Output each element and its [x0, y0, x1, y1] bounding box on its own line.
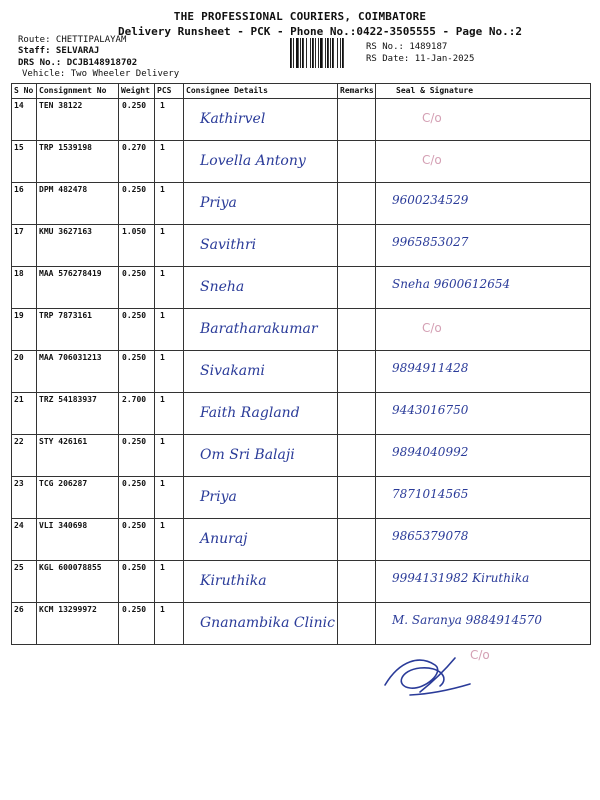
- company-name: THE PROFESSIONAL COURIERS, COIMBATORE: [173, 10, 427, 23]
- cell-signature: [376, 393, 591, 435]
- barcode-bar: [327, 38, 329, 68]
- cell-remarks: [338, 561, 376, 603]
- barcode-bar: [330, 38, 331, 68]
- cell-pcs: 1: [155, 561, 184, 603]
- signature-handwriting: 7871014565: [392, 487, 469, 501]
- route-label: Route: CHETTIPALAYAM: [18, 35, 127, 45]
- signature-handwriting: 9600234529: [392, 193, 469, 207]
- col-consignment-header: Consignment No: [37, 84, 119, 99]
- col-weight-header: Weight: [119, 84, 155, 99]
- table-row: [12, 141, 591, 183]
- co-mark: C/o: [422, 111, 442, 125]
- bottom-mark: C/o: [470, 648, 490, 662]
- cell-signature: [376, 477, 591, 519]
- cell-consignment: TRP 7873161: [37, 309, 119, 351]
- drs-number: DRS No.: DCJB148918702: [18, 58, 138, 68]
- cell-weight: 0.250: [119, 519, 155, 561]
- barcode-bar: [300, 38, 301, 68]
- table-row: [12, 351, 591, 393]
- table-row: [12, 99, 591, 141]
- barcode-bar: [325, 38, 326, 68]
- barcode-bar: [302, 38, 304, 68]
- cell-consignment: TEN 38122: [37, 99, 119, 141]
- cell-weight: 2.700: [119, 393, 155, 435]
- cell-pcs: 1: [155, 351, 184, 393]
- cell-sno: 24: [12, 519, 37, 561]
- cell-consignment: TRZ 54183937: [37, 393, 119, 435]
- cell-pcs: 1: [155, 225, 184, 267]
- consignee-handwriting: Anuraj: [200, 531, 248, 547]
- co-mark: C/o: [422, 321, 442, 335]
- cell-consignee: [184, 393, 338, 435]
- consignee-handwriting: Priya: [200, 489, 237, 505]
- signature-handwriting: 9965853027: [392, 235, 469, 249]
- rs-number: RS No.: 1489187: [366, 42, 448, 52]
- cell-remarks: [338, 393, 376, 435]
- cell-sno: 16: [12, 183, 37, 225]
- table-row: [12, 225, 591, 267]
- staff-label: Staff: SELVARAJ: [18, 46, 100, 56]
- cell-sno: 22: [12, 435, 37, 477]
- col-sno-header: S No: [12, 84, 37, 99]
- stamp-signature: [380, 650, 480, 700]
- barcode: [290, 38, 360, 68]
- cell-consignee: [184, 141, 338, 183]
- consignee-handwriting: Faith Ragland: [200, 405, 300, 421]
- cell-signature: [376, 435, 591, 477]
- col-consignee-header: Consignee Details: [184, 84, 338, 99]
- cell-sno: 26: [12, 603, 37, 645]
- cell-consignee: [184, 225, 338, 267]
- barcode-bar: [296, 38, 299, 68]
- consignee-handwriting: Kathirvel: [200, 111, 266, 127]
- barcode-bar: [293, 38, 294, 68]
- cell-remarks: [338, 183, 376, 225]
- cell-consignment: KMU 3627163: [37, 225, 119, 267]
- consignee-handwriting: Baratharakumar: [200, 321, 318, 337]
- cell-signature: [376, 99, 591, 141]
- barcode-bar: [310, 38, 311, 68]
- cell-consignee: [184, 561, 338, 603]
- signature-handwriting: 9443016750: [392, 403, 469, 417]
- consignee-handwriting: Gnanambika Clinic: [200, 615, 335, 631]
- cell-sno: 25: [12, 561, 37, 603]
- signature-handwriting: 9994131982 Kiruthika: [392, 571, 530, 585]
- cell-consignment: MAA 706031213: [37, 351, 119, 393]
- cell-signature: [376, 141, 591, 183]
- cell-consignment: STY 426161: [37, 435, 119, 477]
- signature-handwriting: Sneha 9600612654: [392, 277, 511, 291]
- cell-weight: 0.250: [119, 309, 155, 351]
- table-row: [12, 435, 591, 477]
- cell-weight: 0.250: [119, 99, 155, 141]
- table-row: [12, 183, 591, 225]
- cell-consignment: KGL 600078855: [37, 561, 119, 603]
- cell-signature: [376, 225, 591, 267]
- cell-consignee: [184, 435, 338, 477]
- cell-pcs: 1: [155, 477, 184, 519]
- cell-pcs: 1: [155, 141, 184, 183]
- rs-date: RS Date: 11-Jan-2025: [366, 54, 475, 64]
- table-row: [12, 393, 591, 435]
- cell-remarks: [338, 603, 376, 645]
- cell-sno: 15: [12, 141, 37, 183]
- table-row: [12, 603, 591, 645]
- cell-weight: 0.250: [119, 477, 155, 519]
- cell-consignment: TRP 1539198: [37, 141, 119, 183]
- cell-sno: 21: [12, 393, 37, 435]
- cell-pcs: 1: [155, 435, 184, 477]
- cell-consignment: VLI 340698: [37, 519, 119, 561]
- signature-handwriting: 9894040992: [392, 445, 469, 459]
- cell-consignee: [184, 351, 338, 393]
- cell-consignee: [184, 477, 338, 519]
- cell-pcs: 1: [155, 393, 184, 435]
- cell-signature: [376, 309, 591, 351]
- cell-consignee: [184, 603, 338, 645]
- cell-sno: 18: [12, 267, 37, 309]
- table-row: [12, 309, 591, 351]
- cell-weight: 0.250: [119, 351, 155, 393]
- cell-sno: 20: [12, 351, 37, 393]
- consignee-handwriting: Om Sri Balaji: [200, 447, 295, 463]
- table-header-row: [12, 84, 591, 99]
- cell-pcs: 1: [155, 519, 184, 561]
- barcode-bar: [306, 38, 307, 68]
- cell-remarks: [338, 267, 376, 309]
- cell-sno: 23: [12, 477, 37, 519]
- table-row: [12, 561, 591, 603]
- consignee-handwriting: Sneha: [200, 279, 245, 295]
- table-row: [12, 477, 591, 519]
- cell-remarks: [338, 309, 376, 351]
- cell-weight: 0.250: [119, 183, 155, 225]
- cell-weight: 1.050: [119, 225, 155, 267]
- cell-consignment: DPM 482478: [37, 183, 119, 225]
- barcode-bar: [332, 38, 334, 68]
- signature-handwriting: 9894911428: [392, 361, 469, 375]
- cell-pcs: 1: [155, 603, 184, 645]
- consignee-handwriting: Priya: [200, 195, 237, 211]
- signature-handwriting: M. Saranya 9884914570: [392, 613, 543, 627]
- barcode-bar: [290, 38, 292, 68]
- cell-remarks: [338, 435, 376, 477]
- cell-weight: 0.250: [119, 267, 155, 309]
- signature-handwriting: 9865379078: [392, 529, 469, 543]
- cell-consignment: MAA 576278419: [37, 267, 119, 309]
- cell-signature: [376, 603, 591, 645]
- cell-consignee: [184, 183, 338, 225]
- cell-consignee: [184, 267, 338, 309]
- cell-remarks: [338, 99, 376, 141]
- cell-signature: [376, 351, 591, 393]
- cell-consignee: [184, 309, 338, 351]
- cell-consignee: [184, 519, 338, 561]
- col-pcs-header: PCS: [155, 84, 184, 99]
- consignee-handwriting: Savithri: [200, 237, 257, 253]
- cell-consignment: TCG 206287: [37, 477, 119, 519]
- barcode-bar: [342, 38, 344, 68]
- barcode-bar: [318, 38, 319, 68]
- cell-pcs: 1: [155, 267, 184, 309]
- cell-consignment: KCM 13299972: [37, 603, 119, 645]
- cell-pcs: 1: [155, 183, 184, 225]
- cell-sno: 17: [12, 225, 37, 267]
- cell-weight: 0.250: [119, 435, 155, 477]
- cell-remarks: [338, 477, 376, 519]
- barcode-bar: [337, 38, 338, 68]
- cell-remarks: [338, 225, 376, 267]
- cell-consignee: [184, 99, 338, 141]
- cell-remarks: [338, 351, 376, 393]
- col-signature-header: Seal & Signature: [376, 84, 591, 99]
- cell-signature: [376, 519, 591, 561]
- cell-signature: [376, 183, 591, 225]
- table-row: [12, 267, 591, 309]
- barcode-bar: [340, 38, 341, 68]
- cell-remarks: [338, 141, 376, 183]
- barcode-bar: [312, 38, 314, 68]
- cell-signature: [376, 561, 591, 603]
- cell-weight: 0.270: [119, 141, 155, 183]
- table-row: [12, 519, 591, 561]
- cell-signature: [376, 267, 591, 309]
- cell-weight: 0.250: [119, 561, 155, 603]
- runsheet-table: [11, 83, 591, 645]
- cell-weight: 0.250: [119, 603, 155, 645]
- barcode-bar: [320, 38, 323, 68]
- cell-pcs: 1: [155, 99, 184, 141]
- runsheet-subtitle: Delivery Runsheet - PCK - Phone No.:0422-3505555 - Page No.:2: [118, 25, 522, 38]
- cell-sno: 19: [12, 309, 37, 351]
- cell-sno: 14: [12, 99, 37, 141]
- consignee-handwriting: Kiruthika: [200, 573, 267, 589]
- co-mark: C/o: [422, 153, 442, 167]
- consignee-handwriting: Lovella Antony: [200, 153, 306, 169]
- cell-pcs: 1: [155, 309, 184, 351]
- barcode-bar: [315, 38, 316, 68]
- vehicle-label: Vehicle: Two Wheeler Delivery: [22, 69, 180, 79]
- cell-remarks: [338, 519, 376, 561]
- consignee-handwriting: Sivakami: [200, 363, 265, 379]
- col-remarks-header: Remarks: [338, 84, 376, 99]
